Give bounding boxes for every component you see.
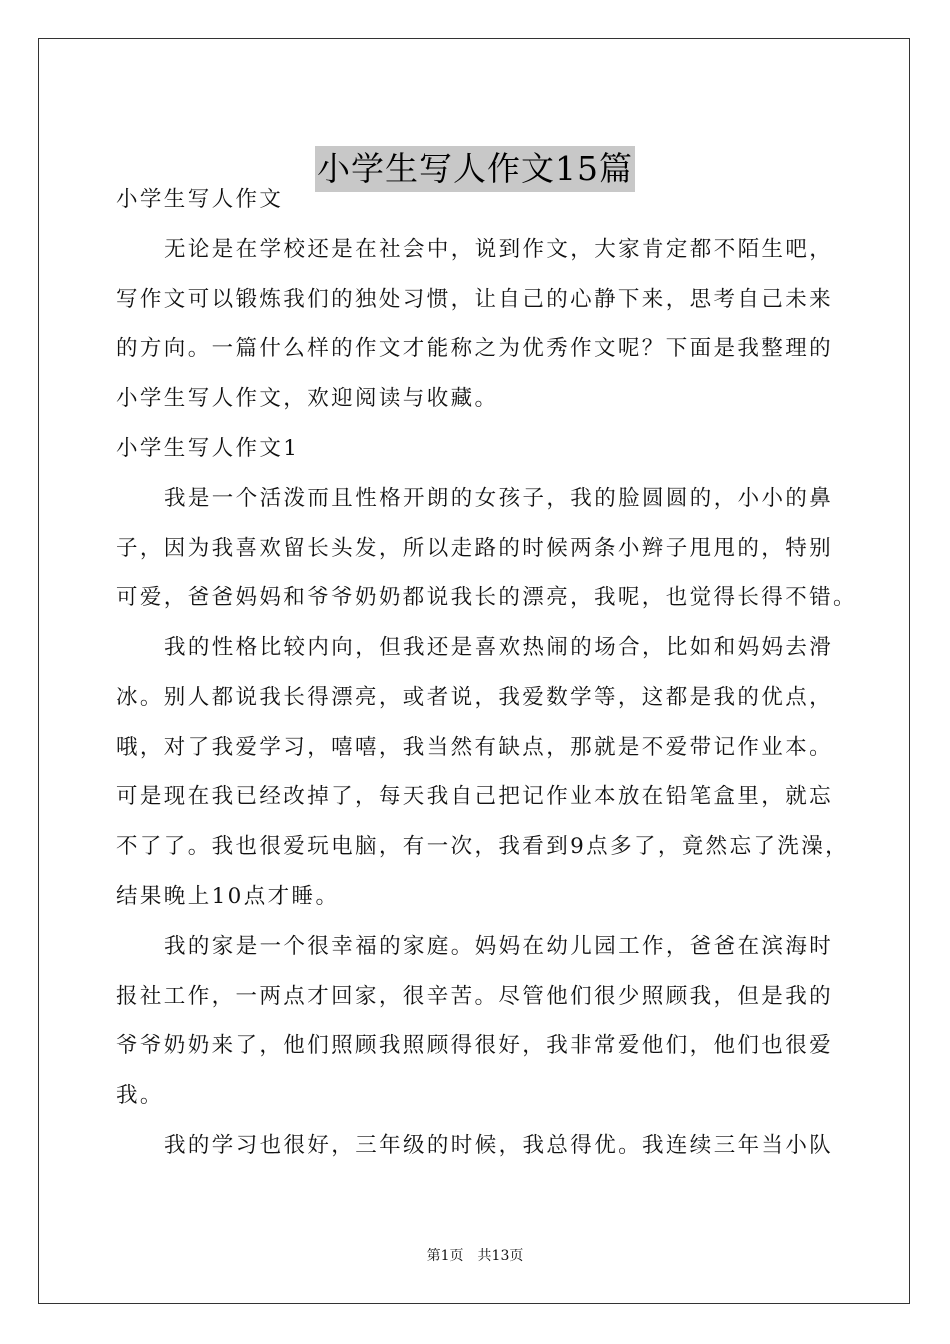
page-number: 第1页 (426, 1248, 464, 1264)
paragraph-line: 我的学习也很好，三年级的时候，我总得优。我连续三年当小队 (164, 1133, 834, 1158)
paragraph-line: 爷爷奶奶来了，他们照顾我照顾得很好，我非常爱他们，他们也很爱 (116, 1033, 834, 1058)
paragraph-line: 报社工作，一两点才回家，很辛苦。尽管他们很少照顾我，但是我的 (116, 984, 834, 1009)
paragraph-line: 哦，对了我爱学习，嘻嘻，我当然有缺点，那就是不爱带记作业本。 (116, 735, 834, 760)
paragraph-line: 我是一个活泼而且性格开朗的女孩子，我的脸圆圆的，小小的鼻 (164, 486, 834, 511)
section-heading: 小学生写人作文 (116, 187, 284, 212)
section-heading: 小学生写人作文1 (116, 436, 300, 461)
paragraph-line: 冰。别人都说我长得漂亮，或者说，我爱数学等，这都是我的优点， (116, 685, 834, 710)
document-title: 小学生写人作文15篇 (315, 146, 635, 192)
paragraph-line: 可爱，爸爸妈妈和爷爷奶奶都说我长的漂亮，我呢，也觉得长得不错。 (116, 585, 857, 610)
paragraph-line: 我的家是一个很幸福的家庭。妈妈在幼儿园工作，爸爸在滨海时 (164, 934, 834, 959)
page-total: 共13页 (477, 1248, 524, 1264)
page-border (38, 38, 910, 1304)
paragraph-line: 可是现在我已经改掉了，每天我自己把记作业本放在铅笔盒里，就忘 (116, 784, 834, 809)
paragraph-line: 我。 (116, 1083, 164, 1108)
paragraph-line: 小学生写人作文，欢迎阅读与收藏。 (116, 386, 499, 411)
paragraph-line: 不了了。我也很爱玩电脑，有一次，我看到9点多了，竟然忘了洗澡， (116, 834, 850, 859)
paragraph-line: 子，因为我喜欢留长头发，所以走路的时候两条小辫子甩甩的，特别 (116, 536, 834, 561)
paragraph-line: 结果晚上10点才睡。 (116, 884, 340, 909)
paragraph-line: 写作文可以锻炼我们的独处习惯，让自己的心静下来，思考自己未来 (116, 287, 834, 312)
page-footer (0, 1246, 950, 1266)
paragraph-line: 我的性格比较内向，但我还是喜欢热闹的场合，比如和妈妈去滑 (164, 635, 834, 660)
paragraph-line: 的方向。一篇什么样的作文才能称之为优秀作文呢？下面是我整理的 (116, 336, 834, 361)
paragraph-line: 无论是在学校还是在社会中，说到作文，大家肯定都不陌生吧， (164, 237, 834, 262)
